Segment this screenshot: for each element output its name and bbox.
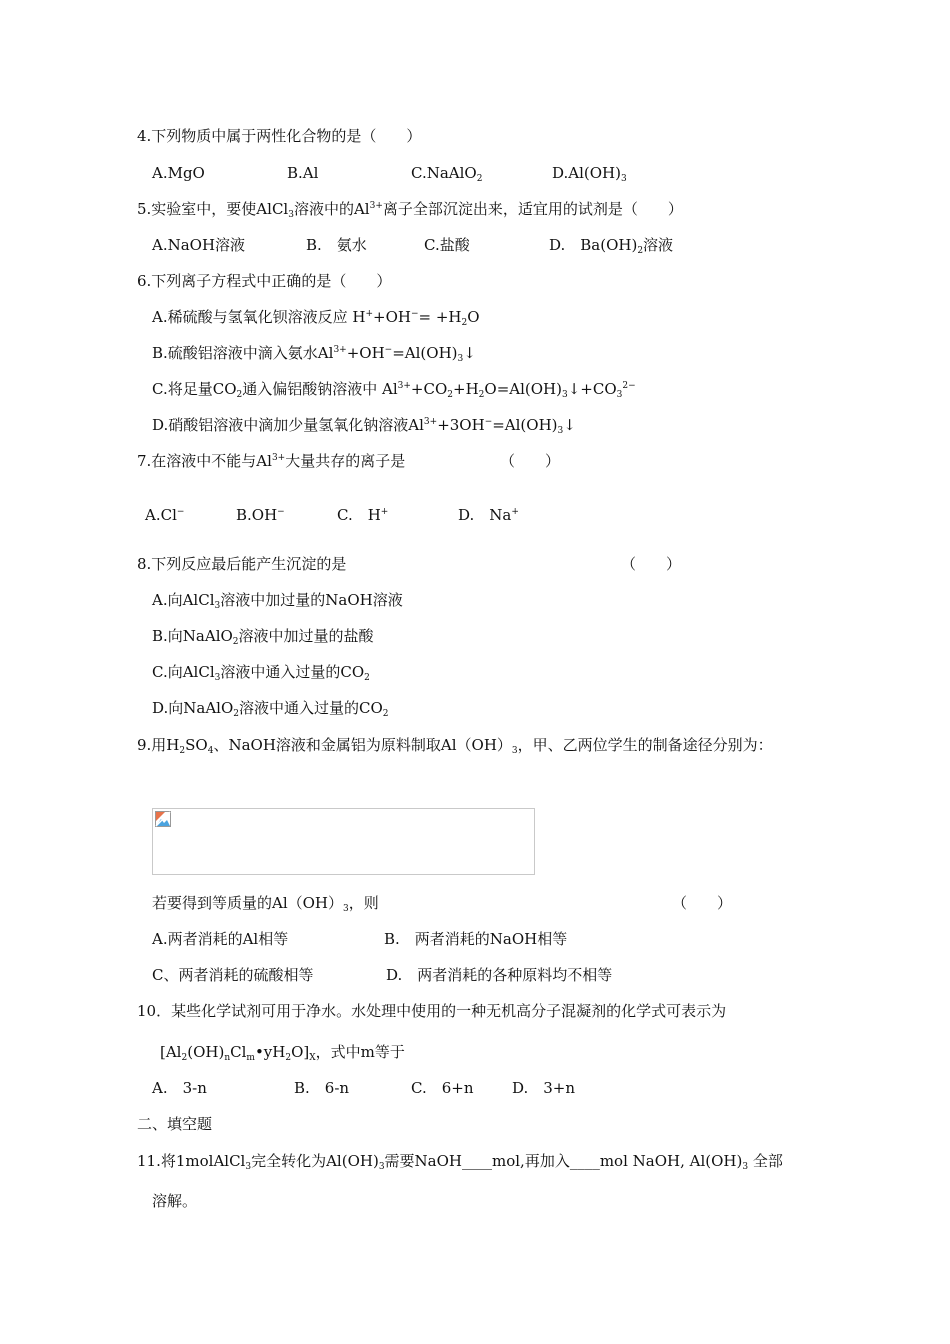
q4-stem: 4.下列物质中属于两性化合物的是（ ） [137,127,422,145]
q9-option-c: C、两者消耗的硫酸相等 [152,966,314,984]
broken-image-placeholder [152,808,535,875]
q9-condition: 若要得到等质量的$Al(OH)_3$，则 [152,894,379,914]
q10-option-d: D. 3+n [512,1079,576,1097]
q6-option-d: D.硝酸铝溶液中滴加少量氢氧化钠溶液$Al^{3+}+3OH^-=Al(OH)_3↓$ [152,416,576,436]
q9-option-d: D. 两者消耗的各种原料均不相等 [386,966,613,984]
q8-option-d: D.向NaAlO$_2$溶液中通入过量的$CO_2$ [152,699,389,719]
q7-option-d: D. Na+ [458,506,519,524]
q5-option-c: C.盐酸 [424,236,470,254]
q6-option-c: C.将足量$CO_2$通入偏铝酸钠溶液中 $Al^{3+}+CO_2+H_2O=Al(OH)_3↓+CO_3^{2-}$ [152,380,636,400]
q7-option-a: A.Cl− [145,506,185,524]
q5-option-d: D. $Ba(OH)_2$溶液 [549,236,674,256]
q8-option-a: A.向AlCl$_3$溶液中加过量的NaOH溶液 [152,591,403,611]
q11-stem-continued: 溶解。 [152,1192,198,1210]
q11-stem: 11.将1molAlCl$_3$完全转化为$Al(OH)_3$需要NaOH____mol,再加入____mol NaOH, $Al(OH)_3$ 全部 [137,1152,783,1172]
q4-option-b: B.Al [287,164,319,182]
q4-option-d: $D.Al(OH)_3$ [552,164,627,184]
q5-stem: 5.实验室中，要使AlCl$_3$溶液中的$Al^{3+}$离子全部沉淀出来，适宜用的试剂是（ ） [137,200,683,220]
q6-stem: 6.下列离子方程式中正确的是（ ） [137,272,392,290]
q9-stem: 9.用$H_2SO_4$、NaOH溶液和金属铝为原料制取$Al(OH)_3$，甲、乙两位学生的制备途径分别为： [137,736,773,756]
q10-stem: 10．某些化学试剂可用于净水。水处理中使用的一种无机高分子混凝剂的化学式可表示为 [137,1002,727,1020]
q4-option-a: A.MgO [152,164,205,182]
q10-formula: $[Al_2(OH)_nCl_m•yH_2O]_X$，式中m等于 [160,1043,405,1063]
q5-option-b: B. 氨水 [306,236,367,254]
q7-option-c: C. H+ [337,506,389,524]
q8-option-b: B.向NaAlO$_2$溶液中加过量的盐酸 [152,627,374,647]
q5-option-a: A.NaOH溶液 [152,236,246,254]
q7-stem: 7.在溶液中不能与$Al^{3+}$大量共存的离子是 [137,452,406,470]
q9-answer-paren: （ ） [672,894,733,912]
q9-option-a: A.两者消耗的Al相等 [152,930,289,948]
q7-answer-paren: （ ） [500,452,561,470]
q6-option-a: A.稀硫酸与氢氧化钡溶液反应 $H^++OH^-= +H_2O$ [152,308,480,328]
q4-option-c: C.NaAlO$_2$ [411,164,483,184]
q8-option-c: C.向AlCl$_3$溶液中通入过量的$CO_2$ [152,663,370,683]
q9-option-b: B. 两者消耗的NaOH相等 [384,930,568,948]
q8-stem: 8.下列反应最后能产生沉淀的是 [137,555,347,573]
q10-option-b: B. 6-n [294,1079,350,1097]
q7-option-b: B.OH− [236,506,285,524]
q10-option-c: C. 6+n [411,1079,474,1097]
q10-option-a: A. 3-n [152,1079,207,1097]
q8-answer-paren: （ ） [621,555,682,573]
q6-option-b: B.硫酸铝溶液中滴入氨水$Al^{3+}+OH^-=Al(OH)_3↓$ [152,344,476,364]
broken-image-icon [155,811,171,827]
section-heading: 二、填空题 [137,1115,213,1133]
